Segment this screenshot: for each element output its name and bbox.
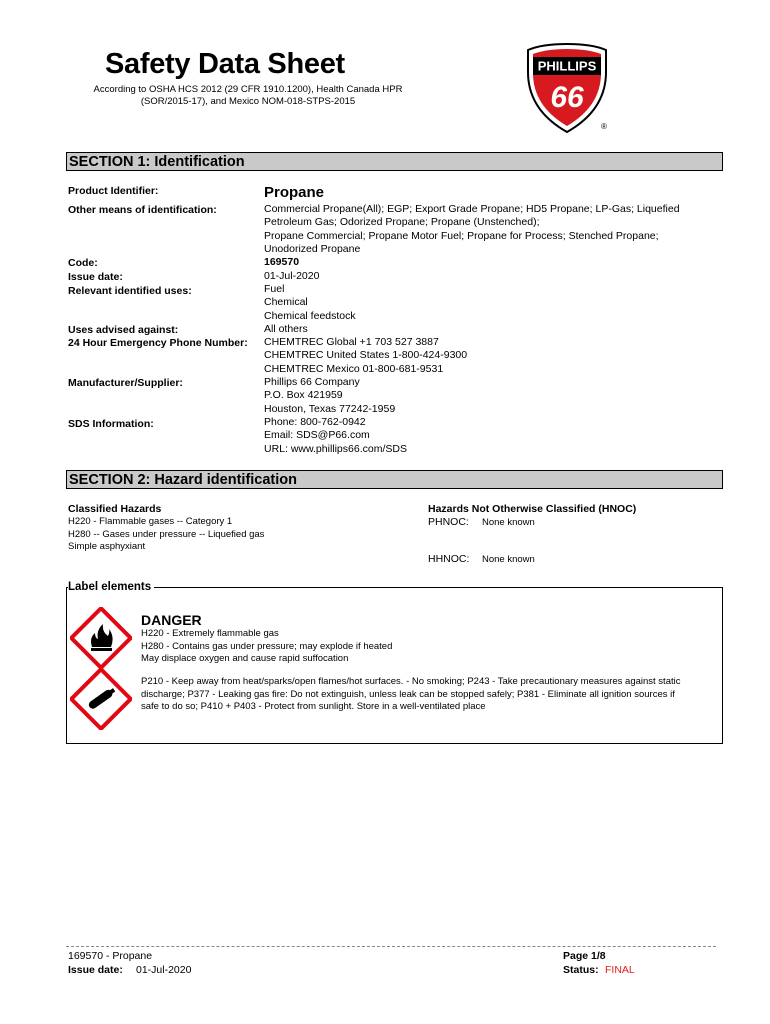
emergency-phone-line: CHEMTREC Mexico 01-800-681-9531 bbox=[264, 362, 444, 375]
hazard-statement: May displace oxygen and cause rapid suffocation bbox=[141, 653, 349, 664]
relevant-use-item: Fuel bbox=[264, 283, 285, 295]
other-means-line: Commercial Propane(All); EGP; Export Grade Propane; HD5 Propane; LP-Gas; Liquefied bbox=[264, 203, 680, 215]
phnoc-label: PHNOC: bbox=[428, 516, 469, 528]
logo-number: 66 bbox=[550, 81, 584, 114]
flame-pictogram-icon bbox=[70, 607, 132, 669]
classified-hazards-heading: Classified Hazards bbox=[68, 503, 162, 515]
code-value: 169570 bbox=[264, 256, 300, 268]
hazard-statements bbox=[141, 628, 392, 666]
manufacturer-line: Phillips 66 Company bbox=[264, 376, 360, 388]
sds-url[interactable]: URL: www.phillips66.com/SDS bbox=[264, 442, 407, 455]
hnoc-heading: Hazards Not Otherwise Classified (HNOC) bbox=[428, 503, 637, 515]
signal-word: DANGER bbox=[141, 612, 202, 628]
sds-phone: Phone: 800-762-0942 bbox=[264, 416, 366, 428]
regulation-subtitle bbox=[68, 84, 428, 108]
precautionary-line: P210 - Keep away from heat/sparks/open flames/hot surfaces. - No smoking; P243 - Take precautionary measures against static bbox=[141, 676, 681, 687]
footer-status-label: Status: bbox=[563, 964, 599, 976]
manufacturer-line: P.O. Box 421959 bbox=[264, 389, 343, 402]
manufacturer-line: Houston, Texas 77242-1959 bbox=[264, 402, 396, 415]
footer-page-number: Page 1/8 bbox=[563, 950, 606, 962]
issue-date-label: Issue date: bbox=[68, 271, 123, 283]
relevant-uses-value bbox=[264, 283, 356, 323]
sds-info-label: SDS Information: bbox=[68, 418, 154, 430]
classified-hazard-item: H280 -- Gases under pressure -- Liquefied gas bbox=[68, 528, 265, 540]
classified-hazard-item: Simple asphyxiant bbox=[68, 541, 146, 552]
document-title: Safety Data Sheet bbox=[105, 48, 345, 80]
sds-info-value bbox=[264, 416, 407, 456]
footer-divider bbox=[66, 946, 716, 947]
footer-issue-label: Issue date: bbox=[68, 964, 123, 976]
footer-product: 169570 - Propane bbox=[68, 950, 153, 962]
hazard-statement: H280 - Contains gas under pressure; may explode if heated bbox=[141, 640, 393, 652]
footer-status-value: FINAL bbox=[605, 964, 635, 976]
subtitle-line-2: (SOR/2015-17), and Mexico NOM-018-STPS-2015 bbox=[140, 96, 356, 107]
classified-hazards-list bbox=[68, 516, 264, 554]
emergency-phone-line: CHEMTREC United States 1-800-424-9300 bbox=[264, 349, 468, 362]
precautionary-statements bbox=[141, 676, 721, 714]
manufacturer-label: Manufacturer/Supplier: bbox=[68, 377, 183, 389]
issue-date-value: 01-Jul-2020 bbox=[264, 270, 320, 282]
emergency-phone-line: CHEMTREC Global +1 703 527 3887 bbox=[264, 336, 439, 348]
hazard-statement: H220 - Extremely flammable gas bbox=[141, 628, 279, 639]
other-means-line: Propane Commercial; Propane Motor Fuel; Propane for Process; Stenched Propane; bbox=[264, 229, 659, 242]
code-label: Code: bbox=[68, 257, 98, 269]
hhnoc-value: None known bbox=[482, 554, 535, 565]
section-2-heading: SECTION 2: Hazard identification bbox=[66, 470, 723, 489]
label-elements-heading: Label elements bbox=[68, 581, 154, 593]
other-means-value bbox=[264, 203, 680, 257]
other-means-label: Other means of identification: bbox=[68, 204, 217, 216]
section-1-heading: SECTION 1: Identification bbox=[66, 152, 723, 171]
emergency-phone-value bbox=[264, 336, 467, 376]
subtitle-line-1: According to OSHA HCS 2012 (29 CFR 1910.1200), Health Canada HPR bbox=[93, 84, 403, 95]
uses-advised-against-label: Uses advised against: bbox=[68, 324, 179, 336]
uses-advised-against-value: All others bbox=[264, 323, 308, 335]
other-means-line: Petroleum Gas; Odorized Propane; Propane (Unstenched); bbox=[264, 216, 540, 229]
relevant-use-item: Chemical feedstock bbox=[264, 309, 356, 322]
emergency-phone-label: 24 Hour Emergency Phone Number: bbox=[68, 337, 248, 349]
other-means-line: Unodorized Propane bbox=[264, 243, 361, 256]
relevant-uses-label: Relevant identified uses: bbox=[68, 285, 192, 297]
phnoc-value: None known bbox=[482, 517, 535, 528]
precautionary-line: safe to do so; P410 + P403 - Protect from sunlight. Store in a well-ventilated place bbox=[141, 701, 486, 712]
hhnoc-label: HHNOC: bbox=[428, 553, 470, 565]
product-identifier-value: Propane bbox=[264, 184, 325, 201]
product-identifier-label: Product Identifier: bbox=[68, 185, 159, 197]
classified-hazard-item: H220 - Flammable gases -- Category 1 bbox=[68, 516, 233, 527]
footer-issue-value: 01-Jul-2020 bbox=[136, 964, 192, 976]
gas-cylinder-pictogram-icon bbox=[70, 668, 132, 730]
registered-mark: ® bbox=[601, 122, 607, 131]
precautionary-line: discharge; P377 - Leaking gas fire: Do not extinguish, unless leak can be stopped safely; P381 - Eliminate all ignition sources if bbox=[141, 688, 675, 700]
manufacturer-value bbox=[264, 376, 395, 416]
phillips-66-logo bbox=[522, 42, 612, 134]
label-elements-box bbox=[66, 587, 723, 744]
logo-text: PHILLIPS bbox=[537, 58, 597, 74]
relevant-use-item: Chemical bbox=[264, 296, 308, 309]
sds-email[interactable]: Email: SDS@P66.com bbox=[264, 429, 370, 442]
